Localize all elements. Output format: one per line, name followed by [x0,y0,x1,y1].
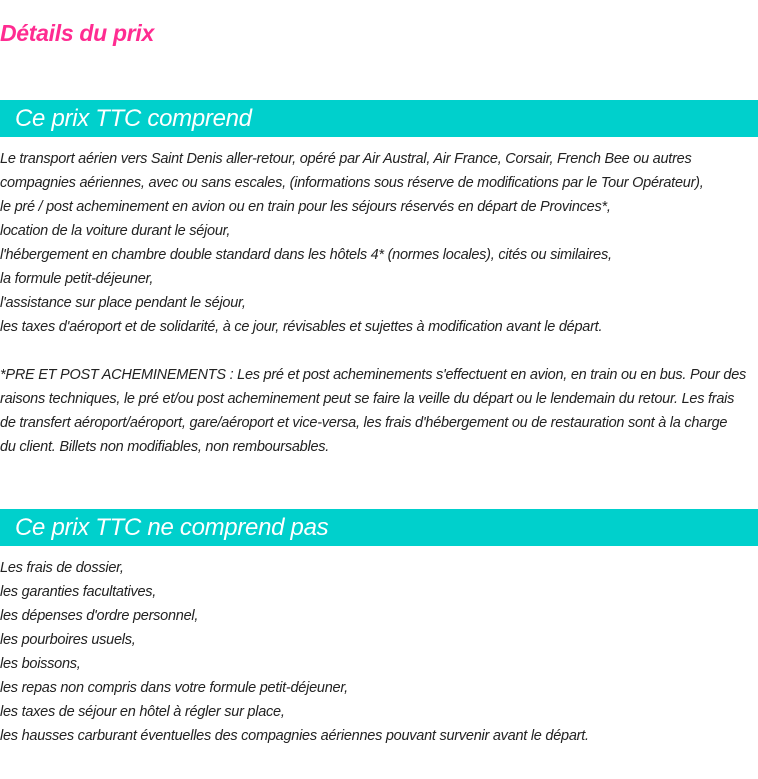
included-item: l'assistance sur place pendant le séjour, [0,295,246,311]
included-item: la formule petit-déjeuner, [0,271,154,287]
included-item: Le transport aérien vers Saint Denis aller-retour, opéré par Air Austral, Air France, Corsair, French Bee ou autres [0,151,692,167]
page-title: Détails du prix [0,20,154,46]
excluded-item: les garanties facultatives, [0,584,157,600]
excluded-item: les hausses carburant éventuelles des compagnies aériennes pouvant survenir avant le départ. [0,728,589,744]
section-header-excluded: Ce prix TTC ne comprend pas [0,509,758,546]
note-line: du client. Billets non modifiables, non remboursables. [0,439,330,455]
included-item: les taxes d'aéroport et de solidarité, à ce jour, révisables et sujettes à modification avant le départ. [0,319,603,335]
section-header-included: Ce prix TTC comprend [0,100,758,137]
included-item: l'hébergement en chambre double standard dans les hôtels 4* (normes locales), cités ou similaires, [0,247,612,263]
excluded-list [0,556,758,748]
excluded-item: Les frais de dossier, [0,560,124,576]
note-line: raisons techniques, le pré et/ou post acheminement peut se faire la veille du départ ou le lendemain du retour. Les frais [0,391,735,407]
excluded-item: les pourboires usuels, [0,632,136,648]
excluded-item: les dépenses d'ordre personnel, [0,608,199,624]
included-item: le pré / post acheminement en avion ou en train pour les séjours réservés en départ de Provinces*, [0,199,611,215]
included-item: compagnies aériennes, avec ou sans escales, (informations sous réserve de modifications par le Tour Opérateur), [0,175,704,191]
note-line: *PRE ET POST ACHEMINEMENTS : Les pré et post acheminements s'effectuent en avion, en train ou en bus. Pour des [0,367,747,383]
transfer-note [0,363,758,459]
excluded-item: les boissons, [0,656,81,672]
included-item: location de la voiture durant le séjour, [0,223,231,239]
excluded-item: les repas non compris dans votre formule petit-déjeuner, [0,680,348,696]
included-list [0,147,758,339]
note-line: de transfert aéroport/aéroport, gare/aéroport et vice-versa, les frais d'hébergement ou de restauration sont à la charge [0,415,728,431]
excluded-item: les taxes de séjour en hôtel à régler sur place, [0,704,285,720]
